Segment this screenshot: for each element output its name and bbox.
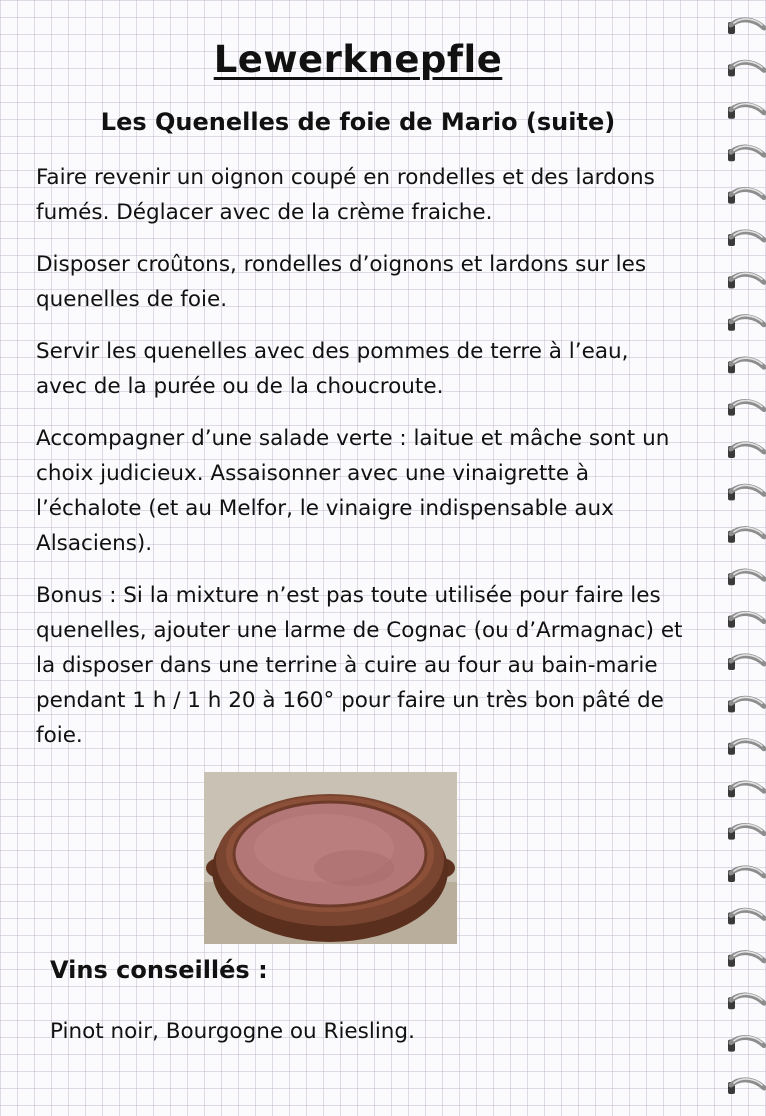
spiral-ring xyxy=(728,1079,764,1094)
wines-heading: Vins conseillés : xyxy=(50,956,268,984)
spiral-ring xyxy=(728,189,764,204)
spiral-ring xyxy=(728,613,764,628)
paragraph-bonus: Bonus : Si la mixture n’est pas toute utilisée pour faire les quenelles, ajouter une larme de Cognac (ou d’Armagnac) et la disposer dans une terrine à cuire au four au bain-marie pendant 1 h / 1 h 20 à 160° pour faire un très bon pâté de foie. xyxy=(36,583,683,748)
spiral-ring xyxy=(728,146,764,161)
spiral-ring xyxy=(728,655,764,670)
spiral-ring xyxy=(728,19,764,34)
spiral-ring xyxy=(728,740,764,755)
spiral-ring xyxy=(728,358,764,373)
spiral-ring xyxy=(728,1037,764,1052)
spiral-ring xyxy=(728,909,764,924)
paragraph-serve: Servir les quenelles avec des pommes de terre à l’eau, avec de la purée ou de la choucroute. xyxy=(36,339,629,399)
paragraph-salad: Accompagner d’une salade verte : laitue et mâche sont un choix judicieux. Assaisonner avec une vinaigrette à l’échalote (et au Melfor, le vinaigre indispensable aux Alsaciens). xyxy=(36,426,670,556)
recipe-title: Lewerknepfle xyxy=(213,38,503,81)
paragraph-onion: Faire revenir un oignon coupé en rondelles et des lardons fumés. Déglacer avec de la crème fraiche. xyxy=(36,165,655,225)
spiral-ring xyxy=(728,825,764,840)
spiral-ring xyxy=(728,61,764,76)
spiral-ring xyxy=(728,697,764,712)
spiral-binding xyxy=(722,0,766,1112)
wines-text: Pinot noir, Bourgogne ou Riesling. xyxy=(50,1019,415,1044)
spiral-ring xyxy=(728,443,764,458)
spiral-ring xyxy=(728,316,764,331)
spiral-ring xyxy=(728,528,764,543)
spiral-ring xyxy=(728,104,764,119)
spiral-ring xyxy=(728,994,764,1009)
spiral-ring xyxy=(728,952,764,967)
spiral-ring xyxy=(728,273,764,288)
spiral-ring xyxy=(728,485,764,500)
spiral-ring xyxy=(728,570,764,585)
spiral-ring xyxy=(728,231,764,246)
spiral-ring xyxy=(728,867,764,882)
paragraph-arrange: Disposer croûtons, rondelles d’oignons et lardons sur les quenelles de foie. xyxy=(36,252,647,312)
recipe-subtitle: Les Quenelles de foie de Mario (suite) xyxy=(100,108,616,136)
spiral-ring xyxy=(728,401,764,416)
pate-terrine-photo xyxy=(204,772,457,944)
spiral-ring xyxy=(728,782,764,797)
recipe-body xyxy=(36,160,686,770)
